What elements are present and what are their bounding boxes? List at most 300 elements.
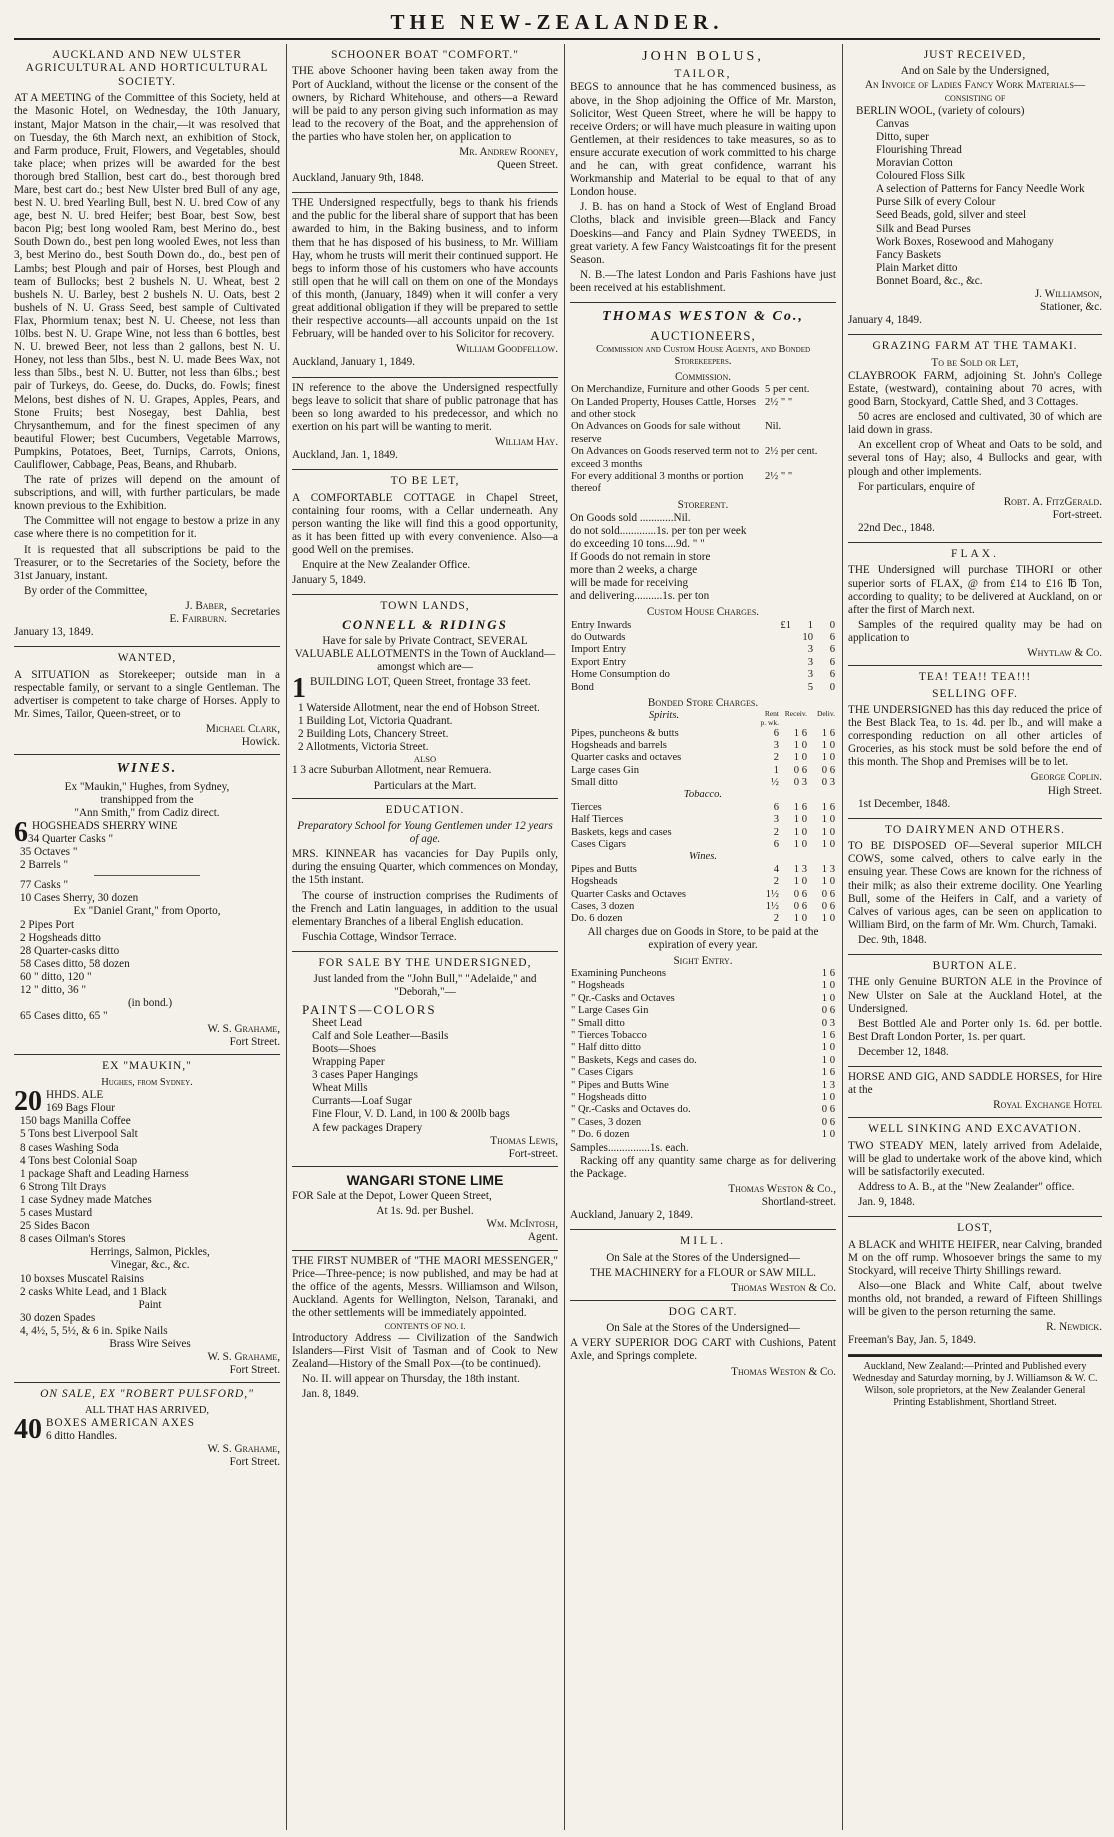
table-row [570, 864, 836, 876]
dairy-ad [848, 819, 1102, 955]
ad-title: EX "MAUKIN," [102, 1060, 192, 1073]
ad-body: An excellent crop of Wheat and Oats to be sold, and several tons of Hay; also, 4 Bullocks and gear, with plough and other implements. [848, 439, 1102, 478]
table-row [570, 669, 836, 681]
table-row [570, 814, 836, 826]
ad-body: Address to A. B., at the "New Zealander" office. [858, 1181, 1075, 1193]
signature: W. S. Grahame, [207, 1443, 280, 1456]
signature-place: Fort-street. [1052, 508, 1102, 521]
table-row [570, 384, 836, 396]
table-cell: Baskets, kegs and cases [571, 826, 672, 838]
table-cell: 2 [773, 752, 779, 764]
ad-subtitle: Preparatory School for Young Gentlemen under 12 years of age. [297, 820, 553, 846]
ad-title: TO DAIRYMEN AND OTHERS. [885, 823, 1065, 836]
table-cell: " Cases, 3 dozen [571, 1116, 642, 1128]
maukin-ad [14, 1055, 280, 1383]
ad-subtitle: An Invoice of Ladies Fancy Work Materials—consisting of [864, 78, 1086, 104]
table-cell: 2½ " " [765, 470, 793, 482]
table-cell: Small ditto [571, 777, 618, 789]
list-item: 4, 4½, 5, 5½, & 6 in. Spike Nails [20, 1324, 168, 1337]
ad-subtitle: And on Sale by the Undersigned, [900, 65, 1050, 78]
table-row [570, 682, 836, 694]
ad-body: The rate of prizes will depend on the amount of subscriptions, and will, with further particulars, be made known previous to the Exhibition. [14, 474, 280, 513]
section-head: Sight Entry. [673, 954, 733, 967]
table-cell: 10 [802, 631, 813, 643]
wanted-ad [14, 647, 280, 755]
list-item: 5 cases Mustard [20, 1207, 93, 1220]
list-item: 1 package Shaft and Leading Harness [20, 1167, 189, 1180]
signature-place: Shortland-street. [761, 1195, 836, 1208]
table-row: On Goods sold ............Nil. [570, 511, 691, 524]
table-row [570, 632, 836, 644]
ship-line: Ex "Maukin," Hughes, from Sydney, [64, 780, 230, 793]
wines-ad [14, 755, 280, 1055]
column-3 [570, 44, 836, 1830]
signature: Whytlaw & Co. [1027, 647, 1102, 660]
ad-date: January 5, 1849. [292, 574, 366, 587]
table-cell: 1 3 [793, 863, 807, 875]
ad-date: Freeman's Bay, Jan. 5, 1849. [848, 1334, 977, 1347]
table-row [570, 1080, 836, 1092]
table-cell: 5 per cent. [765, 384, 810, 396]
list-item: Work Boxes, Rosewood and Mahogany [876, 235, 1054, 248]
ad-title: TOWN LANDS, [380, 600, 470, 613]
tea-ad [848, 666, 1102, 819]
list-item: Brass Wire Seives [109, 1337, 191, 1350]
list-item: 2 Hogsheads ditto [20, 931, 101, 944]
list-item: Paint [138, 1298, 162, 1311]
section-head: Bonded Store Charges. [647, 696, 759, 709]
ad-address: Fuschia Cottage, Windsor Terrace. [302, 930, 457, 943]
table-row [570, 839, 836, 851]
table-cell: " Pipes and Butts Wine [571, 1079, 669, 1091]
table-cell: 5 [807, 681, 813, 693]
section-head: Commission. [674, 371, 732, 384]
ad-title: DOG CART. [668, 1305, 738, 1318]
table-cell: Export Entry [571, 656, 627, 668]
table-cell: Pipes, puncheons & butts [571, 727, 679, 739]
signature: Michael Clark, [205, 723, 280, 736]
table-row [570, 1055, 836, 1067]
ad-title: ON SALE, EX "ROBERT PULSFORD," [40, 1388, 254, 1401]
table-cell: do Outwards [571, 631, 626, 643]
column-2 [292, 44, 558, 1830]
table-cell: 1 0 [821, 814, 835, 826]
table-row [570, 421, 836, 446]
forsale-ad [292, 952, 558, 1167]
big-number: 40 [14, 1417, 42, 1444]
list-item: 2 Building Lots, Chancery Street. [298, 728, 449, 741]
list-item: 10 Cases Sherry, 30 dozen [20, 892, 139, 905]
ad-body: Also—one Black and White Calf, about twelve months old, not branded, a reward of Fifteen Shillings will be given to the person returning the same. [848, 1279, 1102, 1319]
ad-subtitle: ALL THAT HAS ARRIVED, [84, 1404, 210, 1416]
list-item: 30 dozen Spades [20, 1311, 96, 1324]
mill-ad [570, 1230, 836, 1301]
agri-society-ad [14, 44, 280, 647]
list-item: 8 cases Oilman's Stores [20, 1233, 126, 1246]
signature-place: Fort Street. [229, 1036, 280, 1049]
table-cell: 0 3 [793, 777, 807, 789]
column-rule [564, 44, 565, 1830]
list-item: 8 cases Washing Soda [20, 1141, 119, 1154]
table-row [570, 789, 836, 801]
table-cell: 2½ per cent. [765, 446, 818, 458]
signature: George Coplin. [1030, 771, 1102, 784]
table-row [570, 827, 836, 839]
ad-body: THE Undersigned will purchase TIHORI or other superior sorts of FLAX, @ from £14 to £16 ℔ Ton, according to quality; to be delivered at Auckland, on or after the first of March next. [848, 564, 1102, 616]
ad-body: FOR Sale at the Depot, Lower Queen Street, [292, 1190, 492, 1203]
signature-place: Stationer, &c. [1039, 301, 1102, 314]
table-cell: Tobacco. [683, 789, 723, 801]
table-row [570, 765, 836, 777]
list-item: Wrapping Paper [312, 1056, 385, 1069]
table-cell: Hogsheads and barrels [571, 739, 667, 751]
ad-subtitle: AUCTIONEERS, [650, 328, 756, 344]
bonded-table [570, 710, 836, 926]
table-cell: 1 [807, 619, 813, 631]
table-cell: Do. 6 dozen [571, 913, 623, 925]
table-cell: 2 [773, 876, 779, 888]
signature: William Hay. [494, 435, 558, 448]
signature: Thomas Lewis, [490, 1134, 558, 1147]
ad-date: January 4, 1849. [848, 314, 922, 327]
item-head: 6 ditto Handles. [46, 1430, 118, 1443]
table-row: Samples...............1s. each. [570, 1141, 689, 1154]
table-row [570, 446, 836, 471]
table-cell: 2½ " " [765, 396, 793, 408]
table-cell: Spirits. [648, 710, 680, 721]
table-cell: 1 0 [821, 1042, 835, 1054]
signature: Wm. McIntosh, [486, 1218, 558, 1231]
ad-body: A BLACK and WHITE HEIFER, near Calving, branded M on the off rump. Whosoever brings the same to my Stockyard, will receive Thirty Shillings reward. [848, 1238, 1102, 1277]
ad-body: Best Bottled Ale and Porter only 1s. 6d. per bottle. Best Draft London Porter, 1s. per quart. [848, 1017, 1102, 1043]
table-cell: 1 0 [793, 814, 807, 826]
table-cell: 6 [829, 631, 835, 643]
table-cell: 3 [807, 669, 813, 681]
list-item: Plain Market ditto [876, 261, 958, 274]
table-row [570, 1117, 836, 1129]
table-row [570, 1030, 836, 1042]
signature-place: Queen Street. [497, 159, 558, 172]
ad-body: Enquire at the New Zealander Office. [302, 559, 471, 571]
list-item: 25 Sides Bacon [20, 1220, 90, 1233]
dogcart-ad [570, 1301, 836, 1384]
ad-body: By order of the Committee, [24, 584, 148, 597]
table-cell: " Hogsheads ditto [571, 1091, 647, 1103]
also-label: ALSO [413, 753, 437, 764]
ad-date: 22nd Dec., 1848. [858, 521, 935, 534]
signature-place: Agent. [527, 1231, 558, 1244]
ship-line: Ex "Daniel Grant," from Oporto, [73, 905, 221, 918]
table-cell: 2 [773, 826, 779, 838]
column-rule [842, 44, 843, 1830]
table-cell: 6 [829, 669, 835, 681]
ad-title: WELL SINKING AND EXCAVATION. [868, 1123, 1082, 1136]
table-cell: 0 6 [821, 1005, 835, 1017]
ad-body: Have for sale by Private Contract, SEVERAL VALUABLE ALLOTMENTS in the Town of Auckland—amongst which are— [294, 634, 556, 674]
list-item: Canvas [876, 117, 909, 130]
list-item: 12 " ditto, 36 " [20, 984, 87, 996]
bolus-ad [570, 44, 836, 303]
list-item: Seed Beads, gold, silver and steel [876, 209, 1027, 222]
list-item: A selection of Patterns for Fancy Needle Work [876, 183, 1085, 196]
table-cell: 1 6 [821, 968, 835, 980]
table-cell: 0 6 [821, 1116, 835, 1128]
ad-subtitle: Commission and Custom House Agents, and Bonded Storekeepers. [595, 343, 811, 367]
table-cell: 1 0 [821, 1129, 835, 1141]
table-cell: 1 0 [821, 739, 835, 751]
list-item: Ditto, super [876, 130, 929, 143]
table-cell: 1 6 [821, 727, 835, 739]
table-cell: 6 [773, 839, 779, 851]
table-cell: 1 0 [793, 839, 807, 851]
section-head: Custom House Charges. [646, 606, 760, 619]
table-cell: Hogsheads [571, 876, 618, 888]
table-row [570, 471, 836, 496]
divider [94, 875, 200, 876]
column-1 [14, 44, 280, 1830]
ad-title: GRAZING FARM AT THE TAMAKI. [872, 340, 1078, 353]
table-cell: 1 6 [821, 1030, 835, 1042]
list-item: Fine Flour, V. D. Land, in 100 & 200lb bags [312, 1108, 510, 1121]
custom-table [570, 620, 836, 694]
table-cell: 0 3 [821, 777, 835, 789]
signature: William Goodfellow. [456, 343, 558, 356]
list-item: Boots—Shoes [312, 1042, 377, 1055]
list-item: Vinegar, &c., &c. [110, 1259, 190, 1272]
maori-messenger-ad [292, 1251, 558, 1409]
list-item: Calf and Sole Leather—Basils [312, 1029, 449, 1042]
list-item: 6 Strong Tilt Drays [20, 1180, 107, 1193]
table-cell [770, 632, 792, 644]
table-row [570, 1104, 836, 1116]
ad-body: A COMFORTABLE COTTAGE in Chapel Street, containing four rooms, with a Cellar underneath. Any person wanting the like will find this a good opportunity, as it has been fitted up with every convenience. Also—a good Well on the premises. [292, 491, 558, 556]
table-cell: Large cases Gin [571, 764, 640, 776]
table-cell: 6 [773, 801, 779, 813]
ship-line: "Ann Smith," from Cadiz direct. [74, 806, 220, 819]
signature: Robt. A. FitzGerald. [1003, 495, 1102, 508]
ad-body: Introductory Address — Civilization of the Sandwich Islanders—First Visit of Tasman and of Cook to New Zealand—History of the Small Pox—(to be continued). [292, 1331, 558, 1371]
table-cell: 0 6 [821, 888, 835, 900]
list-item: Bonnet Board, &c., &c. [876, 274, 983, 287]
ad-body: A SITUATION as Storekeeper; outside man in a respectable family, or servant to a single Gentleman. The advertiser is competent to take charge of Horses. Apply to Mr. Simes, Tailor, Queen-street, or to [14, 668, 280, 720]
table-row [570, 740, 836, 752]
signature: E. Fairburn. [169, 613, 227, 626]
table-cell: Cases, 3 dozen [571, 901, 635, 912]
table-row [570, 657, 836, 669]
list-item: 1 Building Lot, Victoria Quadrant. [298, 715, 453, 728]
table-cell: 1 0 [793, 876, 807, 888]
item-head: 169 Bags Flour [46, 1102, 115, 1115]
list-item: 60 " ditto, 120 " [20, 970, 92, 983]
imprint [848, 1355, 1102, 1416]
ad-subtitle: To be Sold or Let, [931, 356, 1019, 369]
table-row [570, 777, 836, 789]
ad-body: BUILDING LOT, Queen Street, frontage 33 feet. [310, 676, 531, 689]
table-cell: ½ [771, 777, 779, 789]
list-item: 77 Casks " [20, 879, 69, 892]
table-cell: On Merchandize, Furniture and other Goods [571, 384, 760, 396]
item-head: BOXES AMERICAN AXES [46, 1417, 195, 1429]
table-row [570, 620, 836, 632]
table-cell: Cases Cigars [571, 839, 627, 851]
contents-label: CONTENTS OF NO. I. [384, 1321, 466, 1332]
signature: Royal Exchange Hotel [993, 1099, 1102, 1112]
big-number: 6 [14, 819, 28, 848]
ad-title: WINES. [116, 761, 178, 777]
ad-price: At 1s. 9d. per Bushel. [376, 1205, 474, 1218]
ad-date: Auckland, Jan. 1, 1849. [292, 448, 398, 461]
signature-place: Fort-street. [508, 1147, 558, 1160]
list-item: 2 Pipes Port [20, 918, 75, 931]
table-cell: Quarter casks and octaves [571, 752, 682, 764]
signature-place: Fort Street. [229, 1456, 280, 1469]
list-item: 65 Cases ditto, 65 " [20, 1010, 108, 1023]
table-cell: Examining Puncheons [571, 968, 667, 980]
ad-date: Auckland, January 1, 1849. [292, 356, 416, 369]
ad-subtitle: On Sale at the Stores of the Undersigned— [606, 1322, 800, 1335]
table-cell: 1 3 [821, 1079, 835, 1091]
table-row [570, 901, 836, 913]
ad-body: N. B.—The latest London and Paris Fashions have just been received at his establishment. [570, 268, 836, 294]
column-4 [848, 44, 1102, 1830]
ad-body: No. II. will appear on Thursday, the 18th instant. [302, 1373, 520, 1386]
signature-place: Fort Street. [229, 1364, 280, 1377]
table-cell: 1 6 [821, 801, 835, 813]
firm-name: CONNELL & RIDINGS [342, 616, 508, 632]
list-item: 28 Quarter-casks ditto [20, 944, 120, 957]
table-cell: Deliv. [816, 709, 835, 718]
table-cell: 1 3 [821, 863, 835, 875]
ad-subtitle: Just landed from the "John Bull," "Adelaide," and "Deborah,"— [313, 973, 537, 999]
ad-body: A VERY SUPERIOR DOG CART with Cushions, Patent Axle, and Springs complete. [570, 1337, 836, 1363]
ad-title: TEA! TEA!! TEA!!! [918, 671, 1032, 684]
signature: Thomas Weston & Co. [731, 1365, 836, 1378]
list-item: Flourishing Thread [876, 144, 962, 157]
ad-subtitle: Hughes, from Sydney. [101, 1076, 193, 1088]
table-cell: 1 0 [821, 992, 835, 1004]
table-cell: 3 [807, 644, 813, 656]
table-cell: 1 [773, 764, 779, 776]
table-cell: 1 0 [793, 739, 807, 751]
ship-line: transhipped from the [100, 793, 194, 806]
list-item: 2 casks White Lead, and 1 Black [20, 1285, 167, 1298]
table-cell: 1 0 [821, 839, 835, 851]
table-cell: On Advances on Goods for sale without reserve [571, 421, 741, 445]
list-item: 58 Cases ditto, 58 dozen [20, 957, 130, 970]
item-head: HOGSHEADS SHERRY WINE [32, 819, 178, 832]
list-item: 1 case Sydney made Matches [20, 1193, 152, 1206]
weston-ad [570, 303, 836, 1230]
grazing-ad [848, 335, 1102, 543]
received-ad [848, 44, 1102, 335]
table-cell: 2 [773, 913, 779, 925]
table-cell: " Cases Cigars [571, 1067, 633, 1079]
cottage-ad [292, 470, 558, 595]
table-cell: 1 0 [793, 913, 807, 925]
table-cell: 1 0 [821, 876, 835, 888]
signature: R. Newdick. [1046, 1321, 1102, 1334]
table-cell: 3 [807, 656, 813, 668]
table-cell: " Qr.-Casks and Octaves do. [571, 1104, 691, 1116]
table-row [570, 802, 836, 814]
ad-body: IN reference to the above the Undersigned respectfully begs leave to solicit that share of public patronage that has been so long awarded to his predecessor, and which no exertion on his part will be wanting to merit. [292, 381, 558, 433]
list-item: Purse Silk of every Colour [876, 196, 996, 209]
item-head: HHDS. ALE [46, 1089, 104, 1102]
big-number: 1 [292, 676, 306, 703]
table-row: more than 2 weeks, a charge [570, 564, 698, 577]
table-cell [770, 682, 792, 694]
table-cell: " Large Cases Gin [571, 1005, 649, 1017]
table-row [570, 1018, 836, 1030]
table-cell [770, 644, 792, 656]
flax-ad [848, 543, 1102, 666]
ad-title: WANGARI STONE LIME [346, 1171, 504, 1188]
table-row [570, 710, 836, 728]
list-item: 4 Tons best Colonial Soap [20, 1154, 138, 1167]
table-row [570, 728, 836, 740]
list-item: (in bond.) [127, 997, 173, 1010]
ad-body: THE UNDERSIGNED has this day reduced the price of the Best Black Tea, to 1s. 4d. per lb., and will make a corresponding reduction on all other articles of Groceries, as his stock must be sold before the end of this month. The Shop and Premises will be to let. [848, 704, 1102, 769]
table-cell: Quarter Casks and Octaves [571, 888, 687, 900]
table-row [570, 1005, 836, 1017]
ad-body: Samples of the required quality may be had on application to [848, 618, 1102, 644]
hay-ad [292, 378, 558, 471]
table-cell: Bond [571, 681, 594, 693]
ad-body: Racking off any quantity same charge as for delivering the Package. [570, 1154, 836, 1180]
table-cell: For every additional 3 months or portion thereof [571, 470, 744, 495]
lime-ad [292, 1167, 558, 1251]
well-ad [848, 1118, 1102, 1217]
table-cell: 6 [829, 656, 835, 668]
ad-date: Jan. 8, 1849. [302, 1388, 359, 1401]
list-item: Sheet Lead [312, 1016, 363, 1029]
signature: Mr. Andrew Rooney, [459, 146, 558, 159]
table-row [570, 968, 836, 980]
ad-body: It is requested that all subscriptions be paid to the Treasurer, or to the Secretaries of the Society, before the 31st January, instant. [14, 543, 280, 582]
table-cell: 1 0 [793, 752, 807, 764]
ad-date: Dec. 9th, 1848. [858, 933, 927, 946]
table-cell: Nil. [765, 421, 782, 433]
ad-body: The course of instruction comprises the Rudiments of the French and Latin languages, in addition to the usual elementary Branches of a liberal English education. [292, 889, 558, 928]
table-cell: 0 6 [821, 764, 835, 776]
table-cell: 0 [829, 619, 835, 631]
ad-body: AT A MEETING of the Committee of this Society, held at the Masonic Hotel, on Wednesday, the 10th January, instant, Major Matson in the chair,—it was resolved that on Tuesday, the 6th March next, an exhibition of Stock, and Farm produce, Fruit, Flowers, and Vegetables, should take place; when prizes will be awarded for the best thorough bred Stallion, best cart do., best thorough bred Mare, best cart do.; best New Ulster bred Bull of any age, best N. U. bred Yearling Bull, best N. U. bred Cow of any age, best N. U. bred Heifer; best Boar, best Sow, best bacon Pig; best long wooled Ram, best Merino do., best South Down do., best pen long wooled Ewes, not less than 3, best Merino do., best South Down do., do., best pen of Lambs; best Plough and pair of Horses, best Plough and team of Bullocks; best 2 bushels N. U. Wheat, best 2 bushels N. U. Barley, best 2 bushels N. U. Oats, best 2 bushels of N. U. Grass Seed, best sample of Cultivated Flax, Phormium tenax; best N. U. Cheese, not less than 10lbs. best N. U. Grape Wine, not less than 6 bottles, best N. U. brewed Beer, not less than 2 gallons, best N. U. Honey, not less than 5lbs., best N. U. made Bees Wax, not less than 5lbs., best N. U. Butter, not less than 6lbs.; best pair of Turkeys, do. Geese, do. Ducks, do. Fowls; finest Melons, best dishes of N. U. Grapes, Apples, Pears, and Stone Fruits; best Nosegay, best Dahlia, best Chrysanthemum, and for the finest specimen of any beautiful Flower; best Cucumbers, Vegetable Marrows, Pumpkins, Potatoes, Beet, Turnips, Carrots, Onions, Cauliflower, Cabbage, Peas, Beans, and Rhubarb. [14, 92, 280, 471]
list-item: Fancy Baskets [876, 248, 941, 261]
ad-date: Jan. 9, 1848. [858, 1196, 915, 1209]
table-cell: " Half ditto ditto [571, 1042, 641, 1054]
table-row [570, 397, 836, 422]
big-number: 20 [14, 1089, 42, 1116]
table-cell: " Tierces Tobacco [571, 1030, 647, 1042]
table-cell: 0 6 [821, 1104, 835, 1116]
table-cell: 1 0 [821, 913, 835, 925]
ad-date: Auckland, January 9th, 1848. [292, 172, 424, 185]
ad-title: THOMAS WESTON & Co., [602, 308, 804, 324]
comfort-ad [292, 44, 558, 193]
signature-place: Howick. [241, 736, 280, 749]
ad-body: TWO STEADY MEN, lately arrived from Adelaide, will be glad to undertake work of the above kind, which will be satisfactorily executed. [848, 1139, 1102, 1178]
horse-ad [848, 1067, 1102, 1118]
table-cell: 1½ [765, 888, 779, 900]
signature: Thomas Weston & Co. [731, 1281, 836, 1294]
list-item: A few packages Drapery [312, 1121, 423, 1134]
ad-title: SELLING OFF. [932, 687, 1018, 700]
table-row [570, 1129, 836, 1141]
table-row [570, 913, 836, 925]
table-cell: 4 [773, 863, 779, 875]
ad-body: The Committee will not engage to bestow a prize in any case where there is no competition for it. [14, 515, 280, 541]
table-cell: On Advances on Goods reserved term not to exceed 3 months [571, 446, 759, 470]
